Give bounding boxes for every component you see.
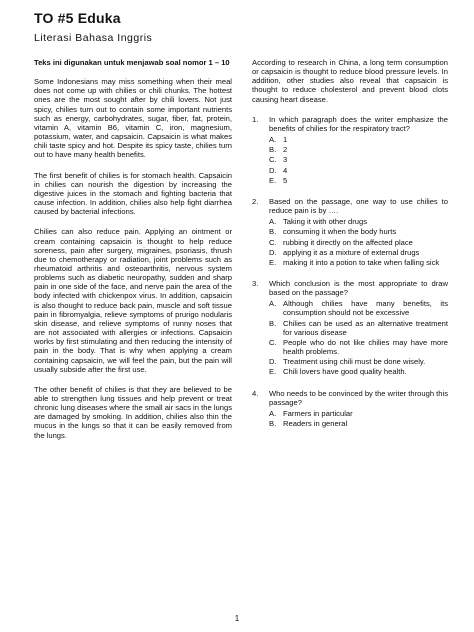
answer-option-b[interactable] xyxy=(269,419,448,428)
question-text: Based on the passage, one way to use chilies to reduce pain is by …. xyxy=(269,196,448,216)
option-text: 3 xyxy=(283,155,288,165)
passage-paragraph-2: The first benefit of chilies is for stomach health. Capsaicin in chilies can nourish the digestion by increasing the digestive juices in the stomach and fighting bacteria that cause infection. In addition, chilies also help fight diarrhea caused by bacterial infections. xyxy=(34,170,232,217)
option-letter: B. xyxy=(269,318,277,328)
answer-option-d[interactable] xyxy=(269,357,448,366)
question-2 xyxy=(252,197,448,267)
page-subtitle: Literasi Bahasa Inggris xyxy=(34,32,153,44)
option-letter: A. xyxy=(269,135,277,145)
answer-option-e[interactable] xyxy=(269,367,448,376)
page-number: 1 xyxy=(234,614,240,623)
answer-option-c[interactable] xyxy=(269,238,448,247)
option-text: Treatment using chili must be done wisely. xyxy=(283,357,426,367)
answer-option-c[interactable] xyxy=(269,155,448,164)
answer-options xyxy=(269,217,448,267)
answer-options xyxy=(269,135,448,185)
answer-option-d[interactable] xyxy=(269,248,448,257)
question-1 xyxy=(252,115,448,185)
option-letter: B. xyxy=(269,227,277,237)
passage-paragraph-1: Some Indonesians may miss something when their meal does not come up with chilies or chili chunks. The hottest ones are the most sought after by chili lovers. Not just spicy, chilies turn out to contain some important nutrients such as energy, carbohydrates, sugar, fiber, fat, protein, vitamin A, vitamin B6, vitamin C, iron, magnesium, potassium, water, and capsaicin. Capsaicin is what makes chili taste spicy and hot. Despite its spicy taste, chilies turn out to have many health benefits. xyxy=(34,77,232,160)
answer-options xyxy=(269,409,448,428)
answer-option-a[interactable] xyxy=(269,299,448,317)
option-text: Chili lovers have good quality health. xyxy=(283,367,407,377)
question-number: 3. xyxy=(252,278,259,288)
right-column xyxy=(252,58,448,440)
answer-option-a[interactable] xyxy=(269,409,448,418)
option-text: consuming it when the body hurts xyxy=(283,227,397,237)
option-letter: C. xyxy=(269,237,277,247)
option-letter: B. xyxy=(269,145,277,155)
answer-option-d[interactable] xyxy=(269,166,448,175)
option-letter: A. xyxy=(269,217,277,227)
option-letter: A. xyxy=(269,408,277,418)
passage-paragraph-4: The other benefit of chilies is that they are believed to be able to strengthen lung tissues and help prevent or treat chronic lung diseases where the small air sacs in the lungs are damaged by smoking. In addition, chilies also thin the mucus in the lungs so that it can be easily removed from the lungs. xyxy=(34,384,232,440)
option-text: 1 xyxy=(283,135,288,145)
question-number: 2. xyxy=(252,196,259,206)
option-text: 5 xyxy=(283,175,288,185)
option-text: Although chilies have many benefits, its consumption should not be excessive xyxy=(283,299,448,318)
page-title: TO #5 Eduka xyxy=(34,10,121,26)
question-number: 4. xyxy=(252,388,259,398)
option-text: making it into a potion to take when falling sick xyxy=(283,257,440,267)
option-text: People who do not like chilies may have more health problems. xyxy=(283,337,448,357)
passage-paragraph-5: According to research in China, a long term consumption or capsaicin is thought to reduce blood pressure levels. In addition, other studies also reveal that capsaicin is thought to reduce cholesterol and prevent blood clots causing heart disease. xyxy=(252,58,448,104)
option-text: rubbing it directly on the affected place xyxy=(283,237,413,247)
option-text: 2 xyxy=(283,145,288,155)
question-text: Which conclusion is the most appropriate to draw based on the passage? xyxy=(269,278,448,298)
answer-option-e[interactable] xyxy=(269,176,448,185)
left-column xyxy=(34,58,232,451)
answer-option-b[interactable] xyxy=(269,319,448,337)
answer-option-c[interactable] xyxy=(269,338,448,356)
option-text: Taking it with other drugs xyxy=(283,217,367,227)
option-letter: B. xyxy=(269,419,277,428)
question-number: 1. xyxy=(252,114,259,124)
option-letter: E. xyxy=(269,257,277,267)
option-text: Readers in general xyxy=(283,419,348,428)
option-letter: E. xyxy=(269,367,277,377)
option-text: Farmers in particular xyxy=(283,408,353,418)
option-letter: E. xyxy=(269,175,277,185)
reading-instruction: Teks ini digunakan untuk menjawab soal nomor 1 – 10 xyxy=(34,58,230,67)
answer-option-a[interactable] xyxy=(269,217,448,226)
option-letter: A. xyxy=(269,299,277,309)
question-4 xyxy=(252,389,448,429)
option-letter: D. xyxy=(269,247,277,257)
option-letter: C. xyxy=(269,337,277,347)
option-letter: D. xyxy=(269,165,277,175)
passage-paragraph-3: Chilies can also reduce pain. Applying an ointment or cream containing capsaicin is thought to help reduce soreness, pain after surgery, migraines, psoriasis, thrush due to chemotherapy or radiation, joint problems such as rheumatoid arthritis and osteoarthritis, nervous system problems such as diabetic neuropathy, sudden and sharp pain in one side of the face, and nerve pain the area of the body infected with chickenpox virus. In addition, capsaicin is also thought to reduce back pain, muscle and soft tissue pain in fibromyalgia, relieve symptoms of prurigo nodularis skin disease, and relieve symptoms of runny noses that are not associated with allergies or infections. Capsaicin works by first stimulating and then reducing the intensity of pain in the body. That is why when applying a cream containing capsaicin, we will feel the pain, but the pain will usually subside after the first use. xyxy=(34,227,232,374)
question-text: In which paragraph does the writer emphasize the benefits of chilies for the respiratory tract? xyxy=(269,114,448,133)
answer-option-e[interactable] xyxy=(269,258,448,267)
option-text: 4 xyxy=(283,165,288,175)
option-text: Chilies can be used as an alternative treatment for various disease xyxy=(283,318,448,337)
question-text: Who needs to be convinced by the writer through this passage? xyxy=(269,388,448,407)
answer-option-b[interactable] xyxy=(269,145,448,154)
answer-option-b[interactable] xyxy=(269,227,448,236)
option-letter: D. xyxy=(269,357,277,367)
option-letter: C. xyxy=(269,155,277,165)
answer-option-a[interactable] xyxy=(269,135,448,144)
answer-options xyxy=(269,299,448,376)
option-text: applying it as a mixture of external drugs xyxy=(283,247,420,257)
question-3 xyxy=(252,279,448,377)
